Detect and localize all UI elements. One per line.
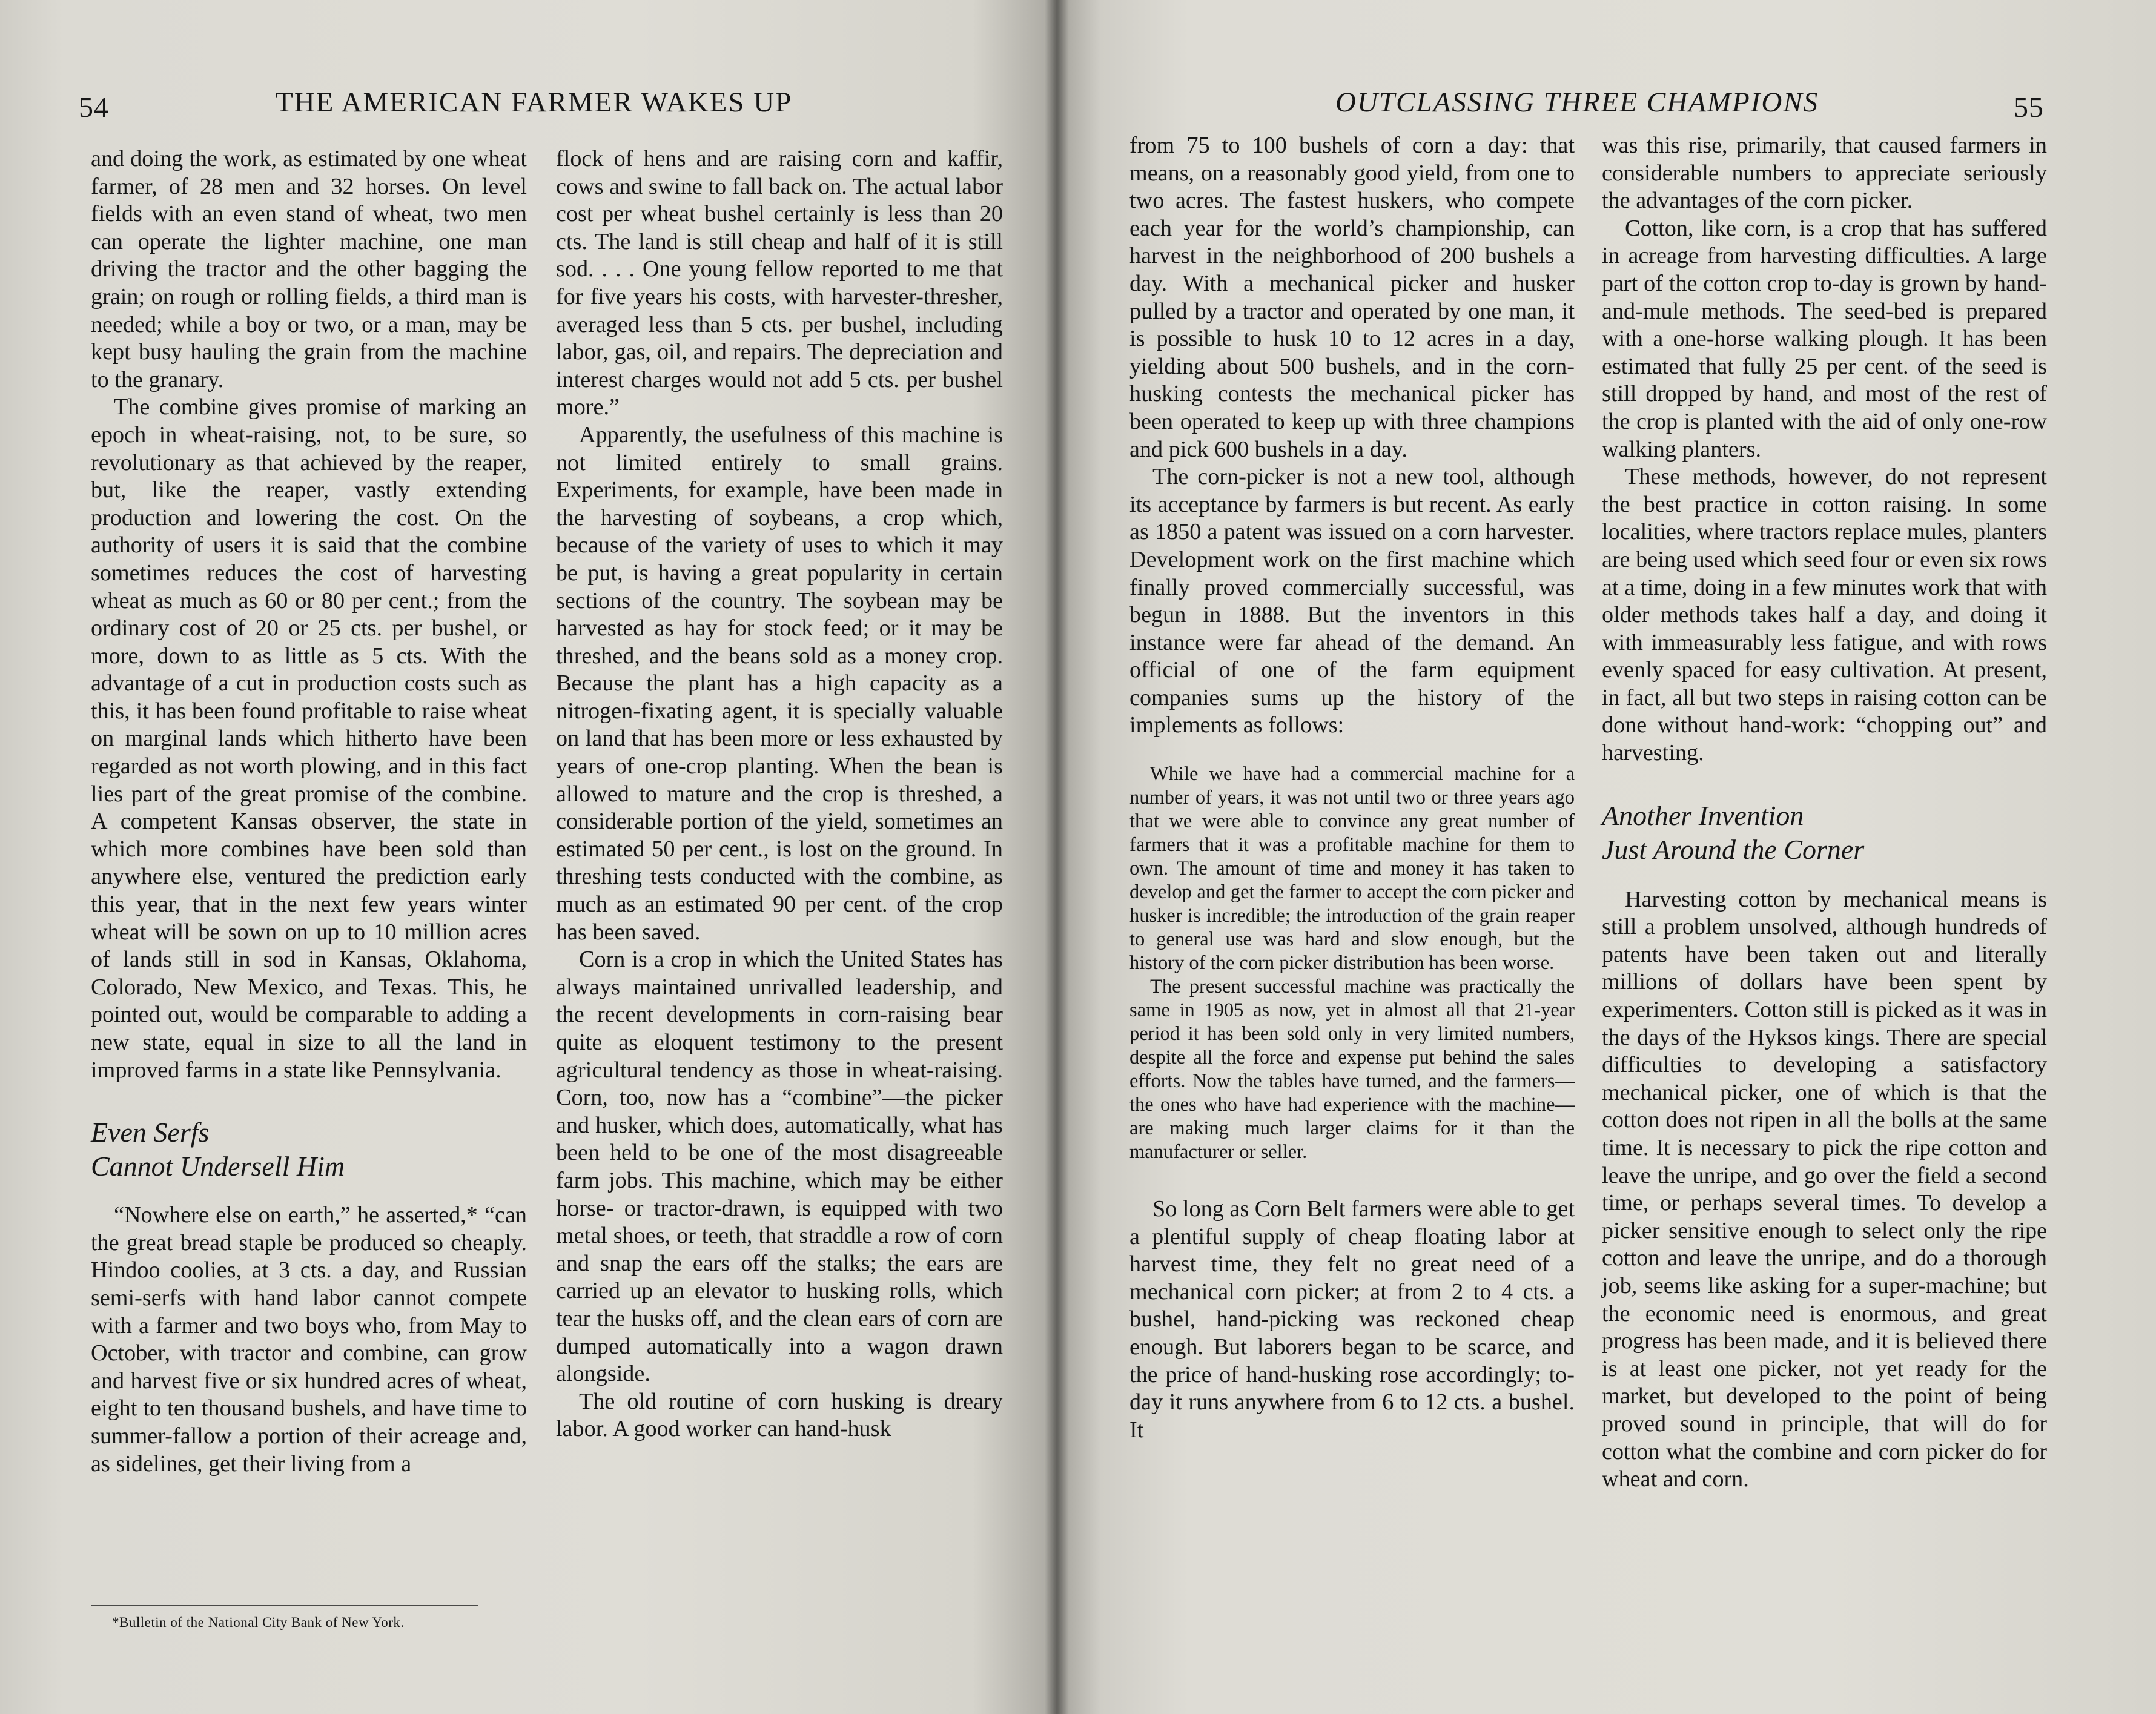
right-page (1057, 0, 2156, 1714)
heading-line: Even Serfs (91, 1117, 210, 1148)
page-number: 54 (79, 91, 109, 124)
paragraph: Harvesting cotton by mechanical means is still a problem unsolved, although hundreds of patents have been taken out and literally millions of dollars have been spent by experimenters. Cotton still is picked as it was in the days of the Hyksos kings. There are special difficulties to developing a satisfactory mechanical picker, one of which is that the cotton does not ripen in all the bolls at the same time. It is necessary to pick the ripe cotton and leave the unripe, and go over the field a second time, or perhaps several times. To develop a picker sensitive enough to select only the ripe cotton and leave the unripe, and do a thorough job, seems like asking for a super-machine; but the economic need is enormous, and great progress has been made, and it is believed there is at least one picker, not yet ready for the market, but developed to the point of being proved sound in principle, that will do for cotton what the combine and corn picker do for wheat and corn. (1602, 886, 2047, 1492)
paragraph: was this rise, primarily, that caused farmers in considerable numbers to appreciate seriously the advantages of the corn picker. (1602, 133, 2047, 214)
paragraph: and doing the work, as estimated by one wheat farmer, of 28 men and 32 horses. On level fields with an even stand of wheat, two men can operate the lighter machine, one man driving the tractor and the other bagging the grain; on rough or rolling fields, a third man is needed; while a boy or two, or a man, may be kept busy hauling the grain from the machine to the granary. (91, 146, 527, 392)
paragraph: flock of hens and are raising corn and kaffir, cows and swine to fall back on. The actual labor cost per wheat bushel certainly is less than 20 cts. The land is still cheap and half of it is still sod. . . . One young fellow reported to me that for five years his costs, with harvester-thresher, averaged less than 5 cts. per bushel, including labor, gas, oil, and repairs. The depreciation and interest charges would not add 5 cts. per bushel more.” (556, 146, 1003, 420)
paragraph: The corn-picker is not a new tool, although its acceptance by farmers is but recent. As early as 1850 a patent was issued on a corn harvester. Development work on the first machine which finally proved commercially successful, was begun in 1888. But the inventors in this instance were far ahead of the demand. An official of one of the farm equipment companies sums up the history of the implements as follows: (1129, 464, 1575, 738)
section-heading (91, 1116, 527, 1183)
left-column-1 (91, 145, 527, 1478)
quote-paragraph: While we have had a commercial machine for a number of years, it was not until two or three years ago that we were able to convince any great number of farmers that it was a profitable machine for them to own. The amount of time and money it has taken to develop and get the farmer to accept the corn picker and husker is incredible; the introduction of the grain reaper to general use was hard and slow enough, but the history of the corn picker distribution has been worse. (1129, 763, 1575, 974)
paragraph: The old routine of corn husking is dreary labor. A good worker can hand-husk (556, 1388, 1003, 1442)
paragraph: Apparently, the usefulness of this machine is not limited entirely to small grains. Experiments, for example, have been made in the harvesting of soybeans, a crop which, because of the variety of uses to which it may be put, is having a great popularity in certain sections of the country. The soybean may be harvested as hay for stock feed; or it may be threshed, and the beans sold as a money crop. Because the plant has a high capacity as a nitrogen-fixating agent, it is specially valuable on land that has been more or less exhausted by years of one-crop planting. When the bean is allowed to mature and the crop is threshed, a considerable portion of the yield, sometimes an estimated 50 per cent., is lost on the ground. In threshing tests conducted with the combine, as much as an estimated 90 per cent. of the crop has been saved. (556, 422, 1003, 945)
left-column-2 (556, 145, 1003, 1443)
paragraph: from 75 to 100 bushels of corn a day: that means, on a reasonably good yield, from one to two acres. The fastest huskers, who compete each year for the world’s championship, can harvest in the neighborhood of 200 bushels a day. With a mechanical picker and husker pulled by a tractor and operated by one man, it is possible to husk 10 to 12 acres in a day, yielding about 500 bushels, and in the corn-husking contests the mechanical picker has been operated to keep up with three champions and pick 600 bushels in a day. (1129, 133, 1575, 462)
footnote-rule (91, 1605, 478, 1606)
quote-paragraph: The present successful machine was practically the same in 1905 as now, yet in almost all that 21-year period it has been sold only in very limited numbers, despite all the force and expense put behind the sales efforts. Now the tables have turned, and the farmers—the ones who have had experience with the machine—are making much larger claims for it than the manufacturer or seller. (1129, 976, 1575, 1163)
paragraph: The combine gives promise of marking an epoch in wheat-raising, not, to be sure, so revolutionary as that achieved by the reaper, but, like the reaper, vastly extending production and lowering the cost. On the authority of users it is said that the combine sometimes reduces the cost of harvesting wheat as much as 60 or 80 per cent.; from the ordinary cost of 20 or 25 cts. per bushel, or more, down to as little as 5 cts. With the advantage of a cut in production costs such as this, it has been found profitable to raise wheat on marginal lands which hitherto have been regarded as not worth plowing, and in this fact lies part of the great promise of the combine. A competent Kansas observer, the state in which more combines have been sold than anywhere else, ventured the prediction early this year, that in the next few years winter wheat will be sown on up to 10 million acres of lands still in sod in Kansas, Oklahoma, Colorado, New Mexico, and Texas. This, he pointed out, would be comparable to adding a new state, equal in size to all the land in improved farms in a state like Pennsylvania. (91, 394, 527, 1083)
right-column-1 (1129, 132, 1575, 1444)
paragraph: Cotton, like corn, is a crop that has suffered in acreage from harvesting difficulties. A large part of the cotton crop to-day is grown by hand-and-mule methods. The seed-bed is prepared with a one-horse walking plough. It has been estimated that fully 25 per cent. of the seed is still dropped by hand, and most of the rest of the crop is planted with the aid of only one-row walking planters. (1602, 215, 2047, 462)
paragraph: Corn is a crop in which the United States has always maintained unrivalled leadership, and the recent developments in corn-raising bear quite as eloquent testimony to the present agricultural tendency as those in wheat-raising. Corn, too, now has a “combine”—the picker and husker, which does, automatically, what has been held to be one of the most disagreeable farm jobs. This machine, which may be either horse- or tractor-drawn, is equipped with two metal shoes, or teeth, that straddle a row of corn and snap the ears off the stalks; the ears are carried up an elevator to husking rolls, which tear the husks off, and the clean ears of corn are dumped automatically into a wagon drawn alongside. (556, 947, 1003, 1387)
heading-line: Cannot Undersell Him (91, 1151, 345, 1182)
paragraph: These methods, however, do not represent the best practice in cotton raising. In some localities, where tractors replace mules, planters are being used which seed four or even six rows at a time, doing in a few minutes work that with older methods takes half a day, and doing it with immeasurably less fatigue, and with rows evenly spaced for easy cultivation. At present, in fact, all but two steps in raising cotton can be done without hand-work: “chopping out” and harvesting. (1602, 464, 2047, 766)
book-gutter (1045, 0, 1069, 1714)
heading-line: Just Around the Corner (1602, 833, 1865, 865)
running-head: OUTCLASSING THREE CHAMPIONS (1335, 87, 1819, 118)
heading-line: Another Invention (1602, 799, 1804, 831)
block-quote (1129, 763, 1575, 1164)
left-page (0, 0, 1057, 1714)
right-column-2 (1602, 132, 2047, 1494)
page-number: 55 (2014, 91, 2044, 124)
footnote: *Bulletin of the National City Bank of New York. (112, 1615, 405, 1630)
running-head: THE AMERICAN FARMER WAKES UP (276, 87, 793, 118)
paragraph: “Nowhere else on earth,” he asserted,* “can the great bread staple be produced so cheaply. Hindoo coolies, at 3 cts. a day, and Russian semi-serfs with hand labor cannot compete with a farmer and two boys who, from May to October, with tractor and combine, can grow and harvest five or six hundred acres of wheat, eight to ten thousand bushels, and have time to summer-fallow a portion of their acreage and, as sidelines, get their living from a (91, 1202, 527, 1477)
section-heading (1602, 799, 2047, 867)
paragraph: So long as Corn Belt farmers were able to get a plentiful supply of cheap floating labor at harvest time, they felt no great need of a mechanical corn picker; at from 2 to 4 cts. a bushel, hand-picking was reckoned cheap enough. But laborers began to be scarce, and the price of hand-husking rose accordingly; to-day it runs anywhere from 6 to 12 cts. a bushel. It (1129, 1196, 1575, 1443)
